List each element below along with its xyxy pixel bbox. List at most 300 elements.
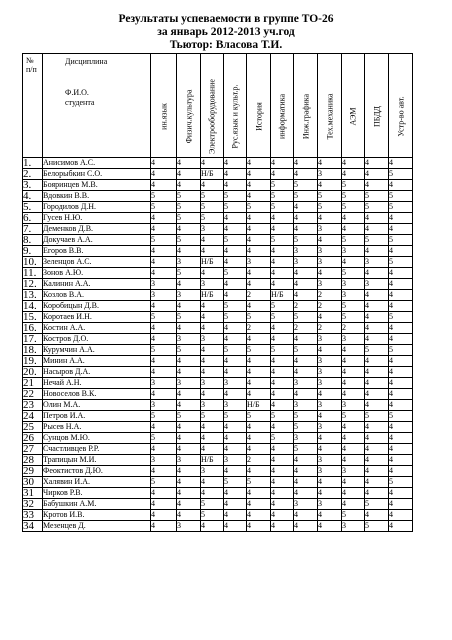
grade-cell: 4 (224, 356, 247, 367)
table-row (23, 356, 413, 367)
grade-cell: 5 (151, 433, 177, 444)
grade-cell: 4 (271, 444, 294, 455)
grade-cell: 4 (247, 158, 271, 169)
row-number: 24 (23, 411, 43, 422)
student-name: Калинин А.А. (43, 279, 151, 290)
grade-cell: 4 (247, 521, 271, 532)
discipline-student-header (43, 54, 151, 158)
student-name: Костров Д.О. (43, 334, 151, 345)
grade-cell: 4 (271, 323, 294, 334)
grade-cell: 4 (151, 169, 177, 180)
grade-cell: 2 (318, 290, 342, 301)
grade-cell: 4 (271, 422, 294, 433)
grade-cell: 4 (342, 477, 365, 488)
grade-cell: 3 (151, 455, 177, 466)
grade-cell: 4 (224, 521, 247, 532)
grade-cell: 4 (389, 301, 413, 312)
grade-cell: 4 (342, 378, 365, 389)
student-name: Олин М.А. (43, 400, 151, 411)
grade-cell: 4 (318, 213, 342, 224)
grade-cell: 4 (247, 334, 271, 345)
grade-cell: 3 (177, 455, 201, 466)
grade-cell: 5 (224, 312, 247, 323)
grade-cell: 4 (365, 367, 389, 378)
grade-cell: 4 (389, 334, 413, 345)
grade-cell: 5 (389, 312, 413, 323)
table-header-row (23, 54, 413, 158)
number-header-line: п/п (26, 65, 37, 74)
row-number: 2. (23, 169, 43, 180)
grade-cell: 5 (271, 345, 294, 356)
grade-cell: 4 (318, 411, 342, 422)
grade-cell: 4 (271, 279, 294, 290)
grade-cell: 4 (318, 268, 342, 279)
grade-cell: 3 (294, 433, 318, 444)
row-number: 6. (23, 213, 43, 224)
grade-cell: 4 (389, 466, 413, 477)
grade-cell: 4 (294, 488, 318, 499)
grade-cell: 4 (365, 378, 389, 389)
grade-cell: 4 (247, 235, 271, 246)
student-name: Козлов В.А. (43, 290, 151, 301)
grade-cell: 4 (201, 521, 224, 532)
grade-cell: 4 (365, 224, 389, 235)
student-name: Деменков Д.В. (43, 224, 151, 235)
grade-cell: 3 (201, 400, 224, 411)
row-number: 7. (23, 224, 43, 235)
grade-cell: 5 (177, 235, 201, 246)
row-number: 32 (23, 499, 43, 510)
student-name: Зонов А.Ю. (43, 268, 151, 279)
grade-cell: 4 (271, 246, 294, 257)
grade-cell: 4 (201, 422, 224, 433)
grade-cell: 4 (389, 499, 413, 510)
grade-cell: 4 (271, 400, 294, 411)
student-name: Коротаев И.Н. (43, 312, 151, 323)
grade-cell: 4 (151, 180, 177, 191)
grade-cell: 4 (177, 477, 201, 488)
grade-cell: 3 (151, 279, 177, 290)
table-row (23, 521, 413, 532)
grade-cell: 5 (271, 411, 294, 422)
grade-cell: 5 (365, 235, 389, 246)
student-name: Костин А.А. (43, 323, 151, 334)
grade-cell: 4 (389, 455, 413, 466)
grade-cell: 4 (201, 323, 224, 334)
grade-cell: 4 (389, 422, 413, 433)
table-row (23, 389, 413, 400)
grade-cell: 4 (201, 268, 224, 279)
student-header-line: студента (65, 98, 95, 107)
student-name: Насыров Д.А. (43, 367, 151, 378)
grade-cell: 4 (177, 246, 201, 257)
grade-cell: 5 (342, 202, 365, 213)
grade-cell: 5 (247, 345, 271, 356)
grade-cell: 4 (224, 323, 247, 334)
grade-cell: 4 (294, 224, 318, 235)
grade-cell: 4 (177, 499, 201, 510)
row-number: 18. (23, 345, 43, 356)
grade-cell: 4 (389, 367, 413, 378)
grade-cell: 4 (247, 356, 271, 367)
grade-cell: 4 (342, 213, 365, 224)
grade-cell: 4 (177, 433, 201, 444)
row-number: 4. (23, 191, 43, 202)
grade-rows (23, 158, 413, 532)
grade-cell: 3 (201, 378, 224, 389)
grade-cell: 3 (177, 290, 201, 301)
grade-cell: 4 (294, 202, 318, 213)
table-row (23, 367, 413, 378)
grade-cell: 4 (318, 180, 342, 191)
grade-cell: 2 (247, 455, 271, 466)
grade-cell: 5 (294, 191, 318, 202)
grade-cell: 4 (294, 510, 318, 521)
subject-header: История (247, 54, 271, 158)
grade-cell: 5 (151, 477, 177, 488)
grade-cell: 5 (177, 191, 201, 202)
grade-cell: 4 (224, 466, 247, 477)
grade-cell: 4 (247, 422, 271, 433)
grade-cell: 4 (318, 444, 342, 455)
grade-cell: 4 (247, 301, 271, 312)
report-period: за январь 2012-2013 уч.год (157, 26, 295, 38)
grade-cell: 5 (224, 345, 247, 356)
grade-cell: 4 (271, 455, 294, 466)
grade-cell: 4 (247, 499, 271, 510)
grade-cell: 4 (151, 521, 177, 532)
grade-cell: 5 (151, 345, 177, 356)
grade-cell: 4 (201, 477, 224, 488)
grade-cell: 5 (271, 433, 294, 444)
grade-cell: 4 (294, 268, 318, 279)
grade-cell: 4 (177, 279, 201, 290)
grade-cell: 4 (271, 389, 294, 400)
table-row (23, 246, 413, 257)
grade-cell: 4 (151, 334, 177, 345)
grade-cell: 5 (389, 202, 413, 213)
grade-cell: 5 (365, 202, 389, 213)
grade-cell: 3 (177, 521, 201, 532)
student-header-line: Ф.И.О. (65, 88, 89, 97)
grade-cell: 5 (389, 477, 413, 488)
table-row (23, 257, 413, 268)
grade-cell: 2 (294, 323, 318, 334)
grade-cell: 4 (389, 433, 413, 444)
grade-cell: 5 (342, 268, 365, 279)
grade-cell: 4 (201, 312, 224, 323)
grade-cell: 4 (271, 367, 294, 378)
grade-cell: 4 (342, 367, 365, 378)
student-name: Городилов Д.Н. (43, 202, 151, 213)
grade-cell: 3 (294, 246, 318, 257)
student-name: Петров И.А. (43, 411, 151, 422)
student-name: Бабушкин А.М. (43, 499, 151, 510)
grade-cell: 4 (271, 499, 294, 510)
grade-cell: 4 (342, 488, 365, 499)
grade-cell: 4 (365, 510, 389, 521)
grade-cell: 4 (365, 444, 389, 455)
table-row (23, 213, 413, 224)
grade-cell: 4 (294, 521, 318, 532)
table-row (23, 510, 413, 521)
grade-cell: 4 (271, 158, 294, 169)
grade-cell: 3 (224, 400, 247, 411)
grade-cell: 4 (271, 466, 294, 477)
grade-cell: 4 (151, 356, 177, 367)
grade-cell: 4 (247, 268, 271, 279)
grade-cell: 5 (318, 202, 342, 213)
grade-cell: 3 (318, 224, 342, 235)
grade-cell: 4 (294, 279, 318, 290)
grade-cell: 5 (342, 510, 365, 521)
grade-cell: 4 (389, 290, 413, 301)
row-number: 1. (23, 158, 43, 169)
grade-cell: 4 (177, 466, 201, 477)
subject-header: Физич.культура (177, 54, 201, 158)
grade-cell: 3 (294, 257, 318, 268)
grade-cell: 4 (365, 422, 389, 433)
grade-cell: 4 (201, 246, 224, 257)
grade-cell: 4 (342, 422, 365, 433)
grade-cell: 4 (389, 246, 413, 257)
table-row (23, 290, 413, 301)
grade-cell: 4 (342, 389, 365, 400)
grade-cell: 4 (271, 477, 294, 488)
row-number: 8. (23, 235, 43, 246)
grade-cell: 3 (342, 290, 365, 301)
grade-cell: 4 (177, 488, 201, 499)
grade-cell: 5 (389, 235, 413, 246)
subject-header: информатика (271, 54, 294, 158)
table-row (23, 202, 413, 213)
grade-cell: 4 (318, 510, 342, 521)
grade-cell: 4 (151, 257, 177, 268)
grade-cell: 5 (201, 411, 224, 422)
grade-cell: 4 (389, 213, 413, 224)
grade-cell: 4 (318, 345, 342, 356)
discipline-header: Дисциплина (65, 57, 108, 66)
grade-cell: 5 (294, 312, 318, 323)
row-number: 26 (23, 433, 43, 444)
grade-cell: 4 (201, 301, 224, 312)
grade-cell: 4 (389, 323, 413, 334)
grade-cell: 5 (389, 345, 413, 356)
grade-cell: 5 (177, 268, 201, 279)
grade-cell: 4 (365, 301, 389, 312)
grade-cell: 4 (224, 158, 247, 169)
grade-cell: 5 (151, 235, 177, 246)
grade-cell: 4 (389, 279, 413, 290)
grade-cell: 2 (318, 323, 342, 334)
grade-cell: 2 (318, 301, 342, 312)
table-row (23, 466, 413, 477)
grade-cell: 3 (177, 378, 201, 389)
row-number: 33 (23, 510, 43, 521)
grade-cell: 4 (201, 180, 224, 191)
table-row (23, 191, 413, 202)
grade-cell: 4 (151, 488, 177, 499)
grade-cell: 5 (342, 235, 365, 246)
row-number: 12. (23, 279, 43, 290)
student-name: Феоктистов Д.Ю. (43, 466, 151, 477)
grade-cell: 4 (294, 213, 318, 224)
grade-cell: 4 (247, 367, 271, 378)
grade-cell: 4 (151, 268, 177, 279)
table-row (23, 279, 413, 290)
grade-cell: 5 (201, 202, 224, 213)
row-number: 28 (23, 455, 43, 466)
grade-cell: 5 (247, 411, 271, 422)
grade-cell: 4 (342, 224, 365, 235)
grade-cell: 4 (318, 389, 342, 400)
grade-cell: 3 (294, 400, 318, 411)
grade-cell: 4 (365, 246, 389, 257)
grade-cell: 4 (177, 444, 201, 455)
grade-cell: 4 (271, 378, 294, 389)
grade-cell: 4 (294, 356, 318, 367)
grade-cell: 3 (294, 378, 318, 389)
student-name: Вдовкин В.В. (43, 191, 151, 202)
grade-cell: 4 (365, 158, 389, 169)
grade-cell: 5 (177, 213, 201, 224)
row-number: 3. (23, 180, 43, 191)
grade-cell: 5 (247, 202, 271, 213)
row-number: 22 (23, 389, 43, 400)
grade-cell: 3 (201, 224, 224, 235)
grade-cell: 4 (224, 499, 247, 510)
grade-cell: 3 (224, 455, 247, 466)
grade-cell: 2 (342, 323, 365, 334)
table-row (23, 400, 413, 411)
grade-cell: 4 (177, 400, 201, 411)
grade-cell: 3 (151, 400, 177, 411)
grade-cell: Н/Б (271, 290, 294, 301)
grade-cell: 5 (389, 169, 413, 180)
grade-cell: 4 (271, 268, 294, 279)
grade-cell: 4 (177, 510, 201, 521)
grade-cell: 4 (389, 400, 413, 411)
subject-header: Устр-во авт. (389, 54, 413, 158)
grade-cell: 3 (318, 169, 342, 180)
grade-cell: 5 (177, 202, 201, 213)
grade-cell: 4 (201, 235, 224, 246)
report-title: Результаты успеваемости в группе ТО-26 (118, 13, 334, 25)
student-name: Гусев Н.Ю. (43, 213, 151, 224)
grade-cell: 4 (271, 521, 294, 532)
grade-cell: 4 (389, 510, 413, 521)
grade-cell: 4 (271, 169, 294, 180)
grade-cell: 4 (271, 213, 294, 224)
grade-cell: 4 (151, 301, 177, 312)
grade-cell: 4 (151, 422, 177, 433)
student-name: Халявин И.А. (43, 477, 151, 488)
row-number: 29 (23, 466, 43, 477)
row-number: 17. (23, 334, 43, 345)
grade-cell: 4 (294, 466, 318, 477)
grade-cell: 4 (365, 290, 389, 301)
grade-cell: 5 (342, 191, 365, 202)
grade-cell: Н/Б (201, 257, 224, 268)
grade-cell: 4 (151, 510, 177, 521)
grade-cell: 4 (389, 521, 413, 532)
grade-cell: 5 (247, 312, 271, 323)
grade-cell: 5 (201, 510, 224, 521)
subject-header: Рус.язык и культ.р. (224, 54, 247, 158)
row-number: 13. (23, 290, 43, 301)
grade-cell: 4 (365, 180, 389, 191)
row-number: 16. (23, 323, 43, 334)
grade-cell: 5 (342, 301, 365, 312)
table-row (23, 323, 413, 334)
grade-cell: 3 (318, 400, 342, 411)
grade-cell: 3 (318, 422, 342, 433)
student-name: Рысев Н.А. (43, 422, 151, 433)
student-name: Мезенцев Д. (43, 521, 151, 532)
grade-cell: 4 (342, 356, 365, 367)
grades-table (22, 53, 413, 532)
table-row (23, 169, 413, 180)
grade-cell: 4 (177, 180, 201, 191)
table-row (23, 180, 413, 191)
grade-cell: 4 (318, 477, 342, 488)
grade-cell: 5 (271, 180, 294, 191)
grade-cell: 4 (177, 224, 201, 235)
grade-cell: 4 (201, 356, 224, 367)
grade-cell: 4 (151, 389, 177, 400)
grade-cell: 4 (151, 466, 177, 477)
grade-cell: 4 (294, 334, 318, 345)
grade-cell: 5 (271, 202, 294, 213)
table-row (23, 301, 413, 312)
grade-cell: 4 (389, 378, 413, 389)
grade-cell: 5 (365, 345, 389, 356)
grade-cell: 4 (365, 389, 389, 400)
grade-cell: 4 (294, 389, 318, 400)
grade-cell: 4 (224, 169, 247, 180)
grade-cell: 4 (294, 169, 318, 180)
grade-cell: 4 (342, 455, 365, 466)
grade-cell: 4 (201, 345, 224, 356)
row-number: 15. (23, 312, 43, 323)
grade-cell: 5 (365, 499, 389, 510)
grade-cell: 2 (247, 323, 271, 334)
grade-cell: 5 (224, 301, 247, 312)
table-row (23, 312, 413, 323)
grade-cell: 3 (201, 466, 224, 477)
grade-cell: 5 (294, 422, 318, 433)
grade-cell: 3 (177, 334, 201, 345)
grade-cell: 4 (224, 279, 247, 290)
table-row (23, 224, 413, 235)
student-name: Кротов И.В. (43, 510, 151, 521)
grade-cell: 4 (365, 213, 389, 224)
grade-cell: 5 (177, 411, 201, 422)
row-number: 9. (23, 246, 43, 257)
grade-cell: 4 (365, 356, 389, 367)
grade-cell: 4 (247, 191, 271, 202)
student-name: Бояринцев М.В. (43, 180, 151, 191)
grade-cell: 5 (294, 345, 318, 356)
grade-cell: 5 (271, 235, 294, 246)
student-header (65, 88, 94, 108)
table-row (23, 488, 413, 499)
student-name: Докучаев А.А. (43, 235, 151, 246)
grade-cell: 4 (151, 367, 177, 378)
grade-cell: 4 (224, 422, 247, 433)
row-number: 14. (23, 301, 43, 312)
row-number: 34 (23, 521, 43, 532)
